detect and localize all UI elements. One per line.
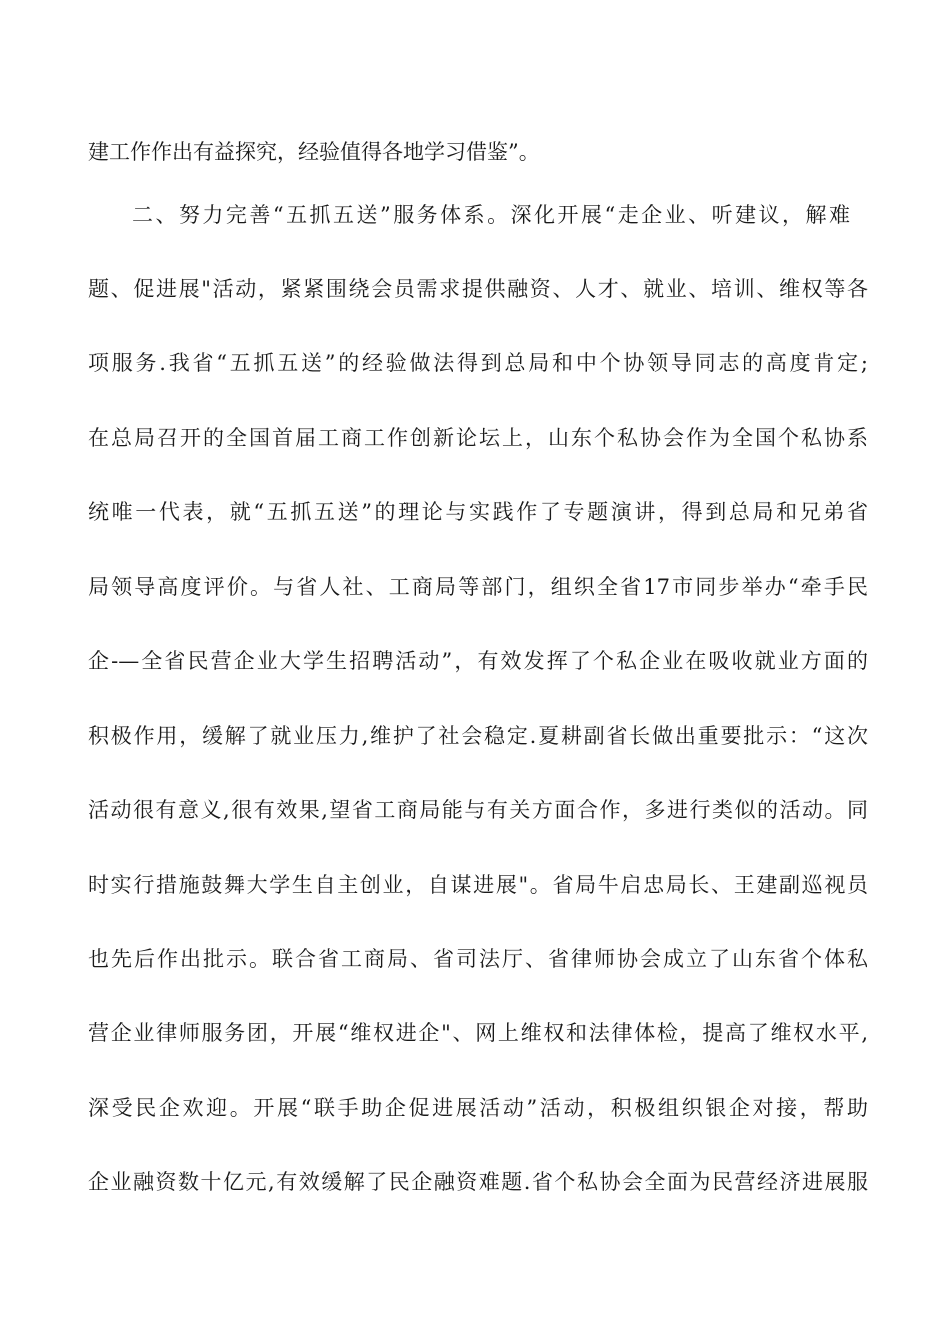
text-line-10: 活动很有意义,很有效果,望省工商局能与有关方面合作，多进行类似的活动。同 — [88, 798, 868, 822]
text-line-5: 在总局召开的全国首届工商工作创新论坛上，山东个私协会作为全国个私协系 — [88, 426, 868, 450]
text-line-2: 二、努力完善“五抓五送”服务体系。深化开展“走企业、听建议，解难 — [132, 203, 850, 227]
text-line-4: 项服务.我省“五抓五送”的经验做法得到总局和中个协领导同志的高度肯定; — [88, 351, 868, 375]
text-line-12: 也先后作出批示。联合省工商局、省司法厅、省律师协会成立了山东省个体私 — [88, 947, 868, 971]
text-line-15: 企业融资数十亿元,有效缓解了民企融资难题.省个私协会全面为民营经济进展服 — [88, 1170, 868, 1194]
text-line-9: 积极作用，缓解了就业压力,维护了社会稳定.夏耕副省长做出重要批示：“这次 — [88, 724, 868, 748]
text-line-11: 时实行措施鼓舞大学生自主创业，自谋进展"。省局牛启忠局长、王建副巡视员 — [88, 873, 868, 897]
text-line-14: 深受民企欢迎。开展“联手助企促进展活动”活动，积极组织银企对接，帮助 — [88, 1096, 868, 1120]
text-line-7: 局领导高度评价。与省人社、工商局等部门，组织全省17市同步举办“牵手民 — [88, 575, 868, 599]
text-line-13: 营企业律师服务团，开展“维权进企"、网上维权和法律体检，提高了维权水平, — [88, 1021, 868, 1045]
text-line-6: 统唯一代表，就“五抓五送”的理论与实践作了专题演讲，得到总局和兄弟省 — [88, 500, 868, 524]
text-line-8: 企-—全省民营企业大学生招聘活动”，有效发挥了个私企业在吸收就业方面的 — [88, 649, 868, 673]
text-line-1: 建工作作出有益探究，经验值得各地学习借鉴”。 — [88, 140, 540, 164]
text-line-3: 题、促进展"活动，紧紧围绕会员需求提供融资、人才、就业、培训、维权等各 — [88, 277, 868, 301]
